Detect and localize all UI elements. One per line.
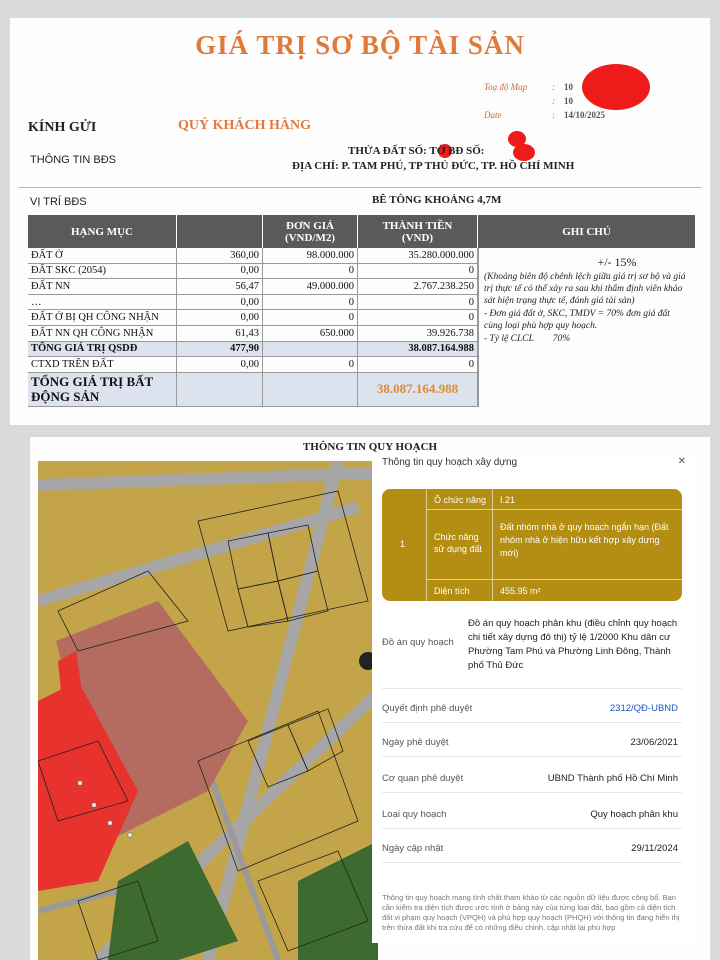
info-value: 23/06/2021 [630,737,678,748]
zone-use-label: Chức năng sử dụng đất [434,532,483,554]
grand-total-label: TỔNG GIÁ TRỊ BẤT ĐỘNG SẢN [28,373,177,406]
info-row-approval-date [382,731,682,757]
info-row-plan [382,617,682,689]
row-amount: 0 [358,295,478,310]
decision-link[interactable]: 2312/QĐ-UBND [609,703,678,714]
recipient-label: KÍNH GỬI [28,120,97,135]
row-amount: 38.087.164.988 [358,342,478,357]
grand-total-row [28,373,478,407]
row-item: ĐẤT NN QH CÔNG NHẬN [28,326,177,341]
row-amount: 0 [358,310,478,325]
meta-value-coord2: 10 [564,96,573,106]
row-item: ĐẤT NN [28,279,177,294]
row-price: 0 [263,357,358,372]
info-row-plan-type [382,803,682,829]
header-note: GHI CHÚ [562,225,611,238]
meta-label-date: Date [484,110,502,120]
info-value: Quy hoạch phân khu [590,809,678,820]
table-row [28,310,478,326]
row-amount: 35.280.000.000 [358,248,478,263]
zone-use-value: Đất nhóm nhà ở quy hoạch ngắn hạn (Đất nhóm nhà ở hiện hữu kết hợp xây dựng mới) [500,522,669,558]
row-area: 0,00 [177,264,263,279]
row-price: 0 [263,310,358,325]
info-value: 29/11/2024 [631,843,678,854]
row-amount: 0 [358,357,478,372]
table-row [28,248,478,264]
row-item: … [28,295,177,310]
row-item: ĐẤT Ở [28,248,177,263]
table-row [28,295,478,311]
table-row [28,326,478,342]
zone-area-label: Diện tích [434,586,470,596]
recipient-value: QUÝ KHÁCH HÀNG [178,118,311,133]
table-header [28,215,695,248]
parcel-info: THỬA ĐẤT SỐ: TỜ BĐ SỐ: [348,145,485,157]
info-value: Đồ án quy hoạch phân khu (điều chỉnh quy hoạch chi tiết xây dựng đô thị) tỷ lệ 1/2000 Khu dân cư Phường Tam Phú và Phường Linh Đông, Thành phố Thủ Đức [468,618,678,671]
row-amount: 39.926.738 [358,326,478,341]
row-price: 0 [263,295,358,310]
document-title: GIÁ TRỊ SƠ BỘ TÀI SẢN [195,30,525,60]
location-value: BÊ TÔNG KHOẢNG 4,7M [372,194,502,206]
info-label: Ngày cập nhật [382,843,444,854]
note-p1: (Khoảng biên độ chênh lệch giữa giá trị sơ bộ và giá trị thực tế có thể xảy ra sau khi thẩm định viên khảo sát hiện trạng thực tế, đánh giá tài sản) [484,272,686,306]
table-body [28,248,478,407]
row-item: CTXD TRÊN ĐẤT [28,357,177,372]
panel-header: Thông tin quy hoạch xây dựng [382,457,518,468]
row-price [263,342,358,357]
header-area [177,215,263,248]
location-label: VỊ TRÍ BĐS [30,196,87,208]
meta-label-coord: Toạ độ Map [484,82,528,92]
tolerance: +/- 15% [597,255,637,269]
planning-section [30,437,710,960]
row-area: 0,00 [177,310,263,325]
row-price: 650.000 [263,326,358,341]
zone-card [382,489,682,601]
planning-map[interactable] [38,461,378,960]
table-row [28,264,478,280]
info-row-authority [382,767,682,793]
info-label: Cơ quan phê duyệt [382,773,464,784]
note-p2: - Đơn giá đất ở, SKC, TMDV = 70% đơn giá đất cùng loại phù hợp quy hoạch. [484,309,670,331]
row-area: 61,43 [177,326,263,341]
info-row-updated [382,837,682,863]
row-item: ĐẤT SKC (2054) [28,264,177,279]
valuation-table [28,215,695,407]
row-area: 0,00 [177,357,263,372]
redaction-mark [513,144,535,161]
info-label: Loại quy hoạch [382,809,447,820]
grand-total-value: 38.087.164.988 [358,373,478,406]
zone-function-value: I.21 [500,495,516,505]
note-p3: - Tỷ lệ CLCL 70% [484,334,571,344]
note-cell [478,248,695,407]
address: ĐỊA CHỈ: P. TAM PHÚ, TP THỦ ĐỨC, TP. HỒ CHÍ MINH [292,160,575,172]
info-value: UBND Thành phố Hồ Chí Minh [547,773,678,784]
info-label: Quyết định phê duyệt [382,703,473,714]
row-area: 477,90 [177,342,263,357]
zone-index: 1 [400,539,406,549]
disclaimer: Thông tin quy hoạch mang tính chất tham khảo từ các nguồn dữ liệu được công bố. Bạn cần kiểm tra diện tích được ước tính ở bảng này của từng loại đất, bao gồm cả diện tích đất vi phạm quy hoạch (VPQH) và phù hợp quy hoạch (PHQH) với thông tin đang hiển thị trên thửa đất khi tra cứu để có những điều chỉnh, cập nhật lại phù hợp [382,893,680,932]
table-row [28,357,478,373]
meta-block: Toạ độ Map : 10 : 10 Date : 14/10/2025 [484,80,643,122]
divider [18,187,702,188]
close-icon[interactable]: ✕ [677,456,686,467]
zone-function-label: Ô chức năng [434,495,487,505]
row-price: 98.000.000 [263,248,358,263]
valuation-document [10,18,710,425]
header-item: HẠNG MỤC [28,215,177,248]
planning-title: THÔNG TIN QUY HOẠCH [302,441,438,453]
zone-area-value: 455.95 m² [500,586,541,596]
row-item: ĐẤT Ở BỊ QH CÔNG NHẬN [28,310,177,325]
redaction-mark [582,64,650,110]
row-amount: 0 [358,264,478,279]
info-label: Đồ án quy hoạch [382,637,454,648]
info-row-decision [382,697,682,723]
row-amount: 2.767.238.250 [358,279,478,294]
row-price: 49.000.000 [263,279,358,294]
row-item: TỔNG GIÁ TRỊ QSDĐ [28,342,177,357]
meta-value-coord: 10 [564,82,573,92]
table-row [28,279,478,295]
meta-label-blank [484,94,552,108]
header-amount: THÀNH TIỀN (VND) [358,215,478,248]
planning-info-panel [372,453,694,943]
row-area: 0,00 [177,295,263,310]
header-price: ĐƠN GIÁ (VND/M2) [263,215,358,248]
row-area: 360,00 [177,248,263,263]
row-price: 0 [263,264,358,279]
meta-value-date: 14/10/2025 [564,110,606,120]
row-area: 56,47 [177,279,263,294]
total-row [28,342,478,358]
info-label: Ngày phê duyệt [382,737,449,748]
property-label: THÔNG TIN BĐS [30,154,116,166]
